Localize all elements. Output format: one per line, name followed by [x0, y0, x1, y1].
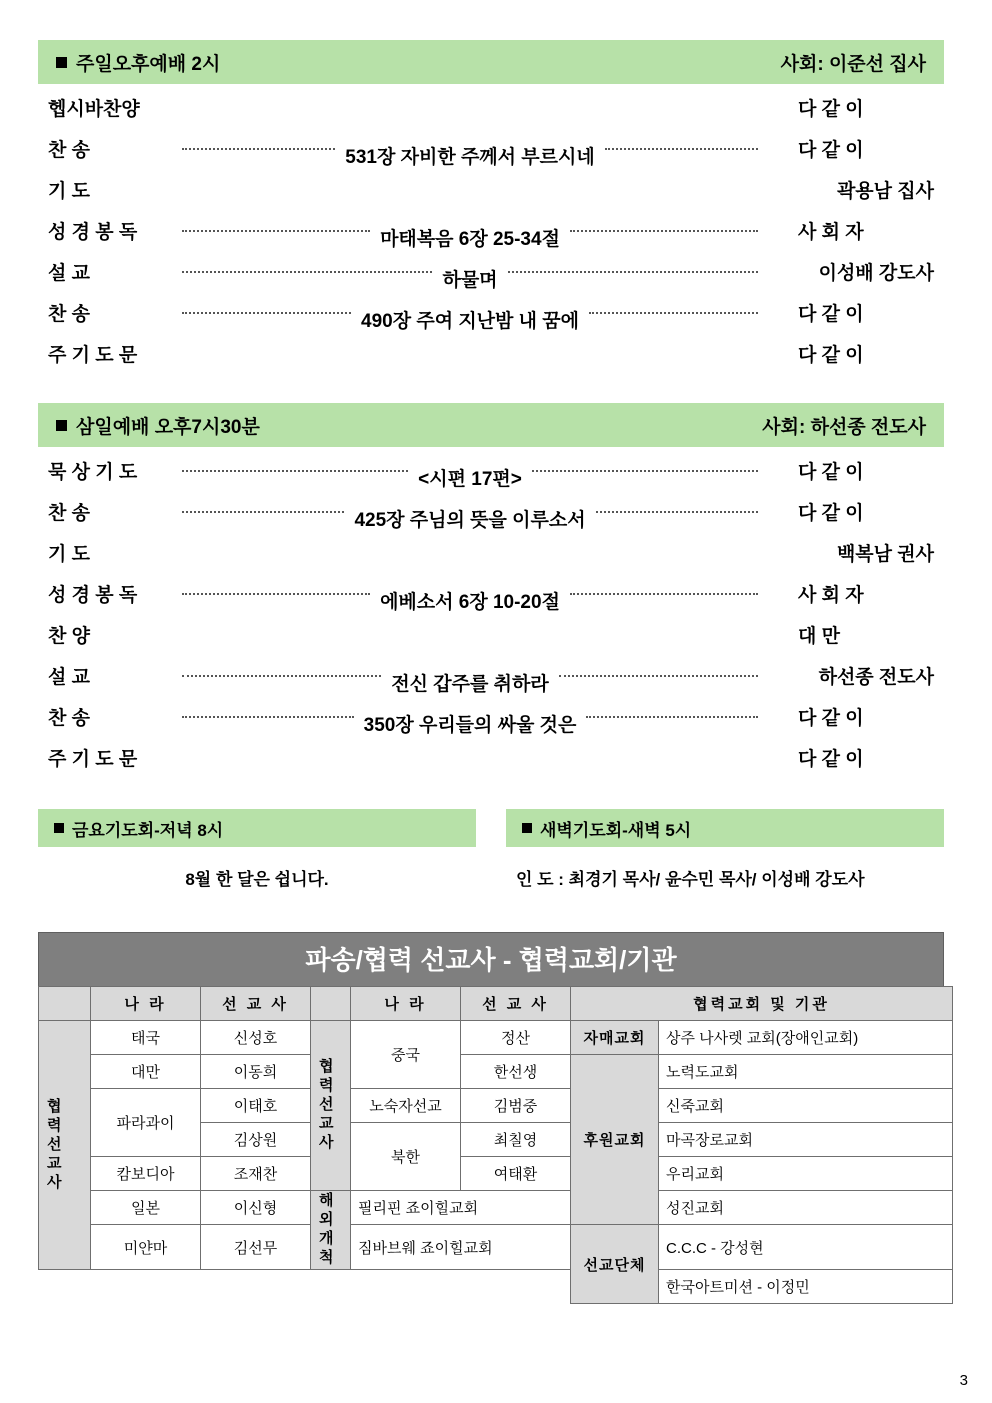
- missionary-cell: 김선무: [201, 1225, 311, 1270]
- page-number: 3: [959, 1372, 968, 1389]
- order-label: 헵시바찬양: [48, 99, 140, 120]
- order-assignee: 사 회 자: [798, 222, 864, 243]
- order-row: [48, 703, 934, 744]
- order-detail: 531장 자비한 주께서 부르시네: [345, 146, 595, 168]
- order-label: 설 교: [48, 667, 90, 688]
- order-label: 묵 상 기 도: [48, 462, 138, 483]
- order-assignee: 다 같 이: [798, 708, 864, 729]
- order-row: [48, 580, 934, 621]
- order-middle: [176, 587, 764, 614]
- dot-leader: [508, 271, 758, 273]
- missionary-table-title: 파송/협력 선교사 - 협력교회/기관: [38, 932, 944, 986]
- order-assignee: 다 같 이: [798, 99, 864, 120]
- order-assignee: 하선종 전도사: [818, 667, 934, 688]
- table-row: [39, 1270, 953, 1304]
- missionary-cell: 한선생: [461, 1055, 571, 1089]
- table-row: [39, 1191, 953, 1225]
- partner-item: 신죽교회: [659, 1089, 953, 1123]
- spacer-cell: [39, 1270, 659, 1304]
- partner-item: 마곡장로교회: [659, 1123, 953, 1157]
- order-row: [48, 135, 934, 176]
- dot-leader: [570, 230, 758, 232]
- order-assignee: 사 회 자: [798, 585, 864, 606]
- country-cell: 미얀마: [91, 1225, 201, 1270]
- corner-cell: [39, 987, 91, 1021]
- order-middle: [176, 359, 764, 361]
- order-row: [48, 662, 934, 703]
- header-country-2: 나 라: [351, 987, 461, 1021]
- order-row: [48, 621, 934, 662]
- missionary-cell: 정산: [461, 1021, 571, 1055]
- order-assignee: 다 같 이: [798, 749, 864, 770]
- order-label: 주 기 도 문: [48, 749, 138, 770]
- bullet-square-icon: [56, 420, 67, 431]
- header-partner: 협력교회 및 기관: [571, 987, 953, 1021]
- missionary-cell: 최칠영: [461, 1123, 571, 1157]
- order-row: [48, 457, 934, 498]
- partner-item: 한국아트미션 - 이정민: [659, 1270, 953, 1304]
- dot-leader: [605, 148, 758, 150]
- order-label: 찬 송: [48, 503, 90, 524]
- order-row: [48, 744, 934, 785]
- header-missionary-2: 선 교 사: [461, 987, 571, 1021]
- order-label: 성 경 봉 독: [48, 585, 138, 606]
- order-row: [48, 94, 934, 135]
- partner-group-label: 선교단체: [571, 1225, 659, 1304]
- group-label-cooperating-missionaries: [39, 1021, 91, 1270]
- dot-leader: [596, 511, 758, 513]
- dot-leader: [559, 675, 758, 677]
- group-label-cooperating-missionaries-2: [311, 1021, 351, 1191]
- group-label-text: 해외개척: [316, 1192, 334, 1268]
- prayer-meetings-section: [38, 809, 944, 890]
- dot-leader: [182, 470, 408, 472]
- friday-prayer-note: 8월 한 달은 쉽니다.: [185, 870, 329, 889]
- dot-leader: [586, 716, 758, 718]
- dawn-prayer-block: [506, 809, 944, 890]
- service-title: 주일오후예배 2시: [76, 53, 221, 75]
- order-assignee: 대 만: [798, 626, 840, 647]
- order-middle: [176, 464, 764, 491]
- order-middle: [176, 113, 764, 115]
- missionary-cell: 조재찬: [201, 1157, 311, 1191]
- dawn-prayer-leaders: 인 도 : 최경기 목사/ 윤수민 목사/ 이성배 강도사: [516, 870, 865, 889]
- table-row: [39, 1157, 953, 1191]
- order-row: [48, 539, 934, 580]
- order-detail: 425장 주님의 뜻을 이루소서: [354, 509, 586, 531]
- partner-group-label: 자매교회: [571, 1021, 659, 1055]
- order-middle: [176, 195, 764, 197]
- dot-leader: [182, 675, 381, 677]
- order-middle: [176, 306, 764, 333]
- missionary-cell: 이신형: [201, 1191, 311, 1225]
- order-row: [48, 217, 934, 258]
- order-row: [48, 340, 934, 381]
- header-missionary-1: 선 교 사: [201, 987, 311, 1021]
- country-cell: 북한: [351, 1123, 461, 1191]
- order-middle: [176, 265, 764, 292]
- order-assignee: 이성배 강도사: [818, 263, 934, 284]
- order-label: 찬 송: [48, 708, 90, 729]
- service-title: 삼일예배 오후7시30분: [76, 416, 260, 438]
- missionary-section: [38, 932, 944, 1304]
- order-label: 기 도: [48, 181, 90, 202]
- group-label-text: 협력선교사: [316, 1058, 334, 1153]
- missionary-table: [38, 986, 953, 1304]
- order-middle: [176, 710, 764, 737]
- friday-prayer-header: [38, 809, 476, 847]
- dot-leader: [182, 716, 354, 718]
- order-assignee: 다 같 이: [798, 462, 864, 483]
- order-label: 찬 양: [48, 626, 90, 647]
- country-cell: 파라과이: [91, 1089, 201, 1157]
- header-country-1: 나 라: [91, 987, 201, 1021]
- table-row: [39, 1021, 953, 1055]
- order-middle: [176, 505, 764, 532]
- order-assignee: 다 같 이: [798, 503, 864, 524]
- country-cell: 필리핀 죠이힐교회: [351, 1191, 571, 1225]
- partner-group-label: 후원교회: [571, 1055, 659, 1225]
- order-middle: [176, 763, 764, 765]
- order-middle: [176, 669, 764, 696]
- order-label: 설 교: [48, 263, 90, 284]
- missionary-cell: 이태호: [201, 1089, 311, 1123]
- service-header: [38, 40, 944, 84]
- table-row: [39, 1225, 953, 1270]
- order-of-service-list: [38, 84, 944, 385]
- table-row: [39, 1089, 953, 1123]
- partner-item: 상주 나사렛 교회(장애인교회): [659, 1021, 953, 1055]
- partner-item: 노력도교회: [659, 1055, 953, 1089]
- order-row: [48, 176, 934, 217]
- dawn-prayer-title: 새벽기도회-새벽 5시: [540, 820, 692, 840]
- bullet-square-icon: [54, 823, 64, 833]
- order-label: 성 경 봉 독: [48, 222, 138, 243]
- order-middle: [176, 142, 764, 169]
- service-header: [38, 403, 944, 447]
- dot-leader: [182, 148, 335, 150]
- order-detail: <시편 17편>: [418, 468, 522, 490]
- country-cell: 일본: [91, 1191, 201, 1225]
- missionary-cell: 신성호: [201, 1021, 311, 1055]
- dawn-prayer-header: [506, 809, 944, 847]
- dot-leader: [589, 312, 758, 314]
- order-of-service-list: [38, 447, 944, 789]
- friday-prayer-title: 금요기도회-저녁 8시: [72, 820, 224, 840]
- partner-item: 우리교회: [659, 1157, 953, 1191]
- country-cell: 대만: [91, 1055, 201, 1089]
- service-block-wednesday: [38, 403, 944, 789]
- group-label-overseas-planting: [311, 1191, 351, 1270]
- dot-leader: [182, 230, 370, 232]
- country-cell: 짐바브웨 죠이힐교회: [351, 1225, 571, 1270]
- order-row: [48, 258, 934, 299]
- dot-leader: [532, 470, 758, 472]
- order-row: [48, 299, 934, 340]
- dot-leader: [182, 511, 344, 513]
- dot-leader: [182, 593, 370, 595]
- order-detail: 350장 우리들의 싸울 것은: [363, 714, 577, 736]
- country-cell: 캄보디아: [91, 1157, 201, 1191]
- order-label: 찬 송: [48, 304, 90, 325]
- order-assignee: 다 같 이: [798, 140, 864, 161]
- order-assignee: 곽용남 집사: [836, 181, 934, 202]
- service-leader: 사회: 이준선 집사: [780, 53, 926, 75]
- missionary-cell: 이동희: [201, 1055, 311, 1089]
- service-block-sunday-afternoon: [38, 40, 944, 385]
- corner-cell-2: [311, 987, 351, 1021]
- partner-item: 성진교회: [659, 1191, 953, 1225]
- order-detail: 490장 주여 지난밤 내 꿈에: [361, 310, 580, 332]
- country-cell: 태국: [91, 1021, 201, 1055]
- friday-prayer-block: [38, 809, 476, 890]
- order-detail: 에베소서 6장 10-20절: [380, 591, 560, 613]
- group-label-text: 협력선교사: [44, 1097, 62, 1193]
- missionary-cell: 김상원: [201, 1123, 311, 1157]
- order-assignee: 다 같 이: [798, 304, 864, 325]
- service-leader: 사회: 하선종 전도사: [762, 416, 926, 438]
- bullet-square-icon: [56, 57, 67, 68]
- order-row: [48, 498, 934, 539]
- bullet-square-icon: [522, 823, 532, 833]
- order-label: 찬 송: [48, 140, 90, 161]
- order-assignee: 백복남 권사: [836, 544, 934, 565]
- dot-leader: [182, 271, 432, 273]
- order-middle: [176, 640, 764, 642]
- order-detail: 전신 갑주를 취하라: [391, 673, 549, 695]
- country-cell: 노숙자선교: [351, 1089, 461, 1123]
- dot-leader: [570, 593, 758, 595]
- order-label: 기 도: [48, 544, 90, 565]
- order-middle: [176, 558, 764, 560]
- partner-item: C.C.C - 강성현: [659, 1225, 953, 1270]
- missionary-cell: 김범중: [461, 1089, 571, 1123]
- table-row: [39, 1055, 953, 1089]
- dot-leader: [182, 312, 351, 314]
- table-header-row: [39, 987, 953, 1021]
- country-cell: 중국: [351, 1021, 461, 1089]
- order-middle: [176, 224, 764, 251]
- order-detail: 하물며: [442, 269, 498, 291]
- order-label: 주 기 도 문: [48, 345, 138, 366]
- order-detail: 마태복음 6장 25-34절: [380, 228, 560, 250]
- order-assignee: 다 같 이: [798, 345, 864, 366]
- missionary-cell: 여태환: [461, 1157, 571, 1191]
